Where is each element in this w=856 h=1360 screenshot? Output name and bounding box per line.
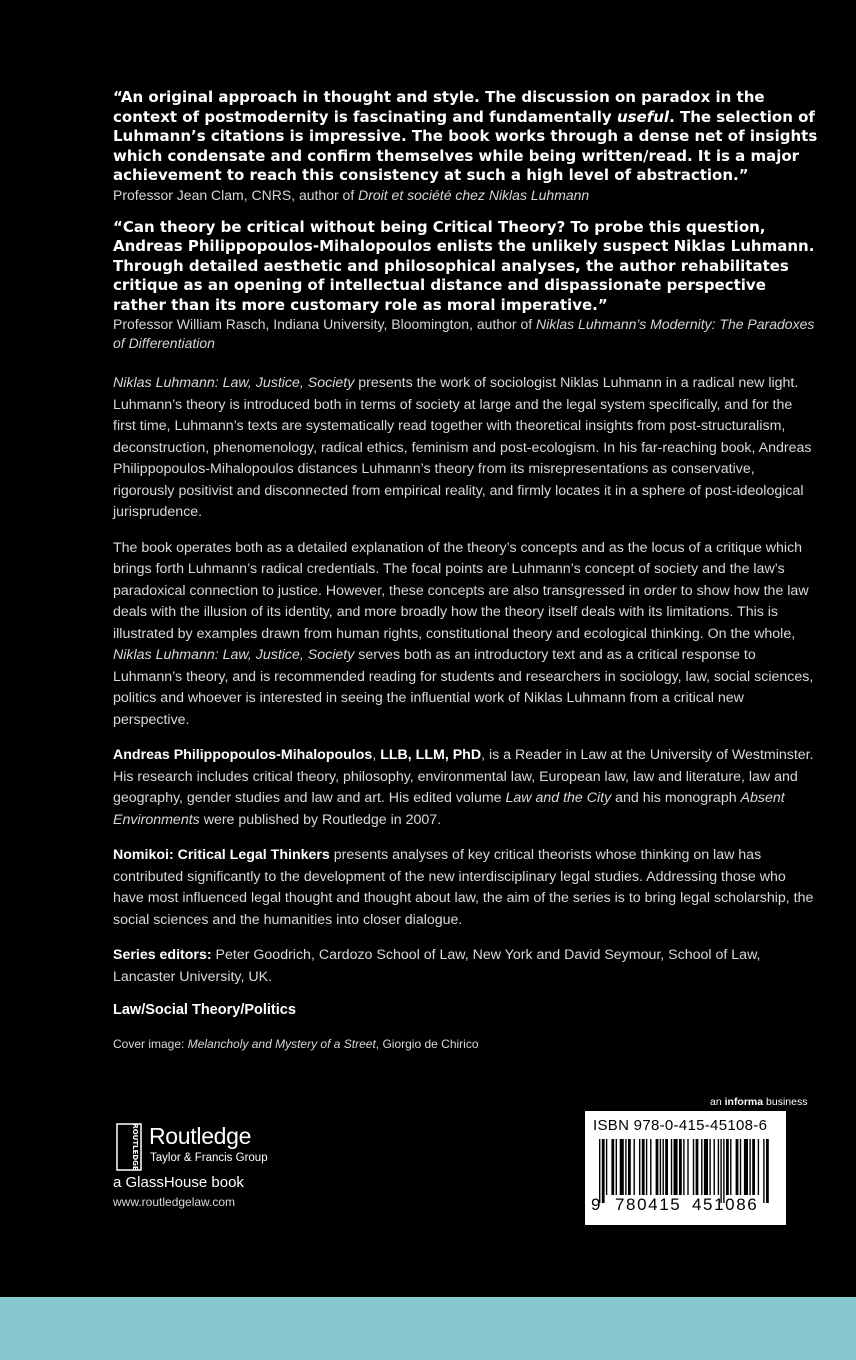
barcode-bar	[663, 1139, 664, 1195]
isbn-digits-right: 451086	[692, 1195, 759, 1214]
barcode-bar	[736, 1139, 739, 1195]
barcode-bar	[628, 1139, 631, 1195]
barcode-bar	[763, 1139, 764, 1203]
attribution-2-title: Niklas Luhmann’s Modernity: The Paradoxes of Differentiation	[113, 316, 815, 351]
barcode-bar	[720, 1139, 721, 1203]
back-cover-text	[113, 88, 818, 1051]
barcode-bar	[744, 1139, 748, 1195]
attribution-2-text: Professor William Rasch, Indiana University, Bloomington, author of	[113, 316, 537, 332]
series-editors-text: Peter Goodrich, Cardozo School of Law, New York and David Seymour, School of Law, Lancaster University, UK.	[113, 947, 761, 985]
cover-credit-artist: , Giorgio de Chirico	[375, 1037, 479, 1051]
author-bio-part-b: and his monograph	[611, 790, 741, 806]
barcode-bar	[758, 1139, 759, 1195]
isbn-digit-first: 9	[591, 1195, 603, 1214]
quote-1-part-b: . The selection of Luhmann’s citations is impressive. The book works through a dense net of insights which condensate and confirm themselves while being written/read. It is a major achievement to reach this consistency at such a high level of abstraction.”	[113, 107, 818, 184]
series-editors-label: Series editors:	[113, 947, 212, 963]
author-separator: ,	[372, 747, 381, 763]
blurb-2-part-b: serves both as an introductory text and as a critical response to Luhmann’s theory, and is recommended reading for students and researchers in sociology, law, social sciences, politics and whoever is interested in seeing the influential work of Niklas Luhmann from a critical new perspective.	[113, 647, 814, 728]
review-attribution-1	[113, 186, 818, 205]
blurb-paragraph-1	[113, 373, 818, 524]
barcode-bar	[701, 1139, 702, 1195]
series-name: Nomikoi: Critical Legal Thinkers	[113, 847, 330, 863]
barcode-bar	[693, 1139, 694, 1195]
barcode-bar	[766, 1139, 769, 1203]
barcode-bar	[620, 1139, 624, 1195]
blurb-paragraph-2	[113, 538, 818, 732]
imprint-label: a GlassHouse book	[113, 1174, 244, 1191]
barcode-bar	[639, 1139, 640, 1195]
barcode-bar	[704, 1139, 708, 1195]
publisher-group: Taylor & Francis Group	[150, 1152, 268, 1164]
author-name: Andreas Philippopoulos-Mihalopoulos	[113, 747, 373, 763]
cover-credit-label: Cover image:	[113, 1037, 188, 1051]
barcode-bar	[625, 1139, 626, 1195]
barcode-bar	[687, 1139, 688, 1195]
author-bio-part-c: were published by Routledge in 2007.	[199, 811, 442, 828]
informa-part-c: business	[763, 1096, 808, 1108]
blurb-1-book-title: Niklas Luhmann: Law, Justice, Society	[113, 375, 355, 391]
barcode-bar	[599, 1139, 600, 1203]
barcode-bar	[740, 1139, 741, 1195]
blurb-2-part-a: The book operates both as a detailed explanation of the theory’s concepts and as the locus of a critique which brings forth Luhmann’s radical credentials. The focal points are Luhmann’s concept of society and the law’s paradoxical connection to justice. However, these concepts are also transgressed in order to show how the law deals with the illusion of its identity, and more broadly how the theory itself deals with its limitations. This is illustrated by examples drawn from human rights, constitutional theory and ecological thinking. On the whole,	[113, 539, 809, 642]
isbn-label: ISBN 978-0-415-45108-6	[593, 1117, 768, 1134]
barcode-bar	[634, 1139, 635, 1195]
series-text: presents analyses of key critical theorists whose thinking on law has contributed significantly to the development of the new interdisciplinary legal studies. Addressing those who have most influenced legal thought and thought about law, the aim of the series is to bring legal scholarship, the social sciences and the humanities into closer dialogue.	[113, 847, 814, 928]
barcode-bar	[718, 1139, 719, 1195]
barcode-bar	[683, 1139, 684, 1195]
author-bio	[113, 745, 818, 831]
review-quote-2: “Can theory be critical without being Critical Theory? To probe this question, Andreas Philippopoulos-Mihalopoulos enlists the unlikely suspect Niklas Luhmann. Through detailed aesthetic and philosophical analyses, the author rehabilitates critique as an opening of intellectual distance and dispassionate perspective rather than its more customary role as moral imperative.”	[113, 217, 815, 314]
barcode-bar	[656, 1139, 659, 1195]
barcode-bar	[606, 1139, 607, 1195]
barcode-bar	[665, 1139, 668, 1195]
review-attribution-2	[113, 315, 818, 353]
barcode-bar	[730, 1139, 731, 1195]
barcode-bar	[752, 1139, 755, 1195]
publisher-brand: Routledge	[149, 1123, 252, 1149]
isbn-digits-left: 780415	[615, 1195, 682, 1214]
routledge-logo	[113, 1122, 268, 1177]
publisher-url: www.routledgelaw.com	[113, 1195, 236, 1209]
barcode-bar	[726, 1139, 729, 1195]
review-quote-1	[113, 88, 818, 186]
barcode-bar	[616, 1139, 617, 1195]
routledge-logo-icon	[113, 1122, 145, 1172]
barcode-bar	[696, 1139, 699, 1195]
barcode-bar	[714, 1139, 715, 1195]
quote-1-emphasis: useful	[616, 107, 670, 126]
barcode-bar	[642, 1139, 645, 1195]
barcode-bar	[611, 1139, 614, 1195]
cover-credit	[113, 1037, 818, 1051]
author-bio-part-a: , is a Reader in Law at the University of Westminster. His research includes critical theory, philosophy, environmental law, European law, law and literature, law and geography, gender studies and law and art. His edited volume	[113, 747, 814, 806]
routledge-vertical-mark: ROUTLEDGE	[131, 1123, 139, 1171]
author-book-title-1: Law and the City	[505, 790, 612, 806]
informa-part-a: an	[710, 1096, 725, 1108]
informa-label	[710, 1096, 807, 1108]
blurb-1-text: presents the work of sociologist Niklas Luhmann in a radical new light. Luhmann’s theory is introduced both in terms of society at large and the legal system specifically, and for the first time, Luhmann’s texts are systematically read together with theoretical insights from post-structuralism, deconstruction, phenomenology, radical ethics, feminism and post-ecologism. In his far-reaching book, Andreas Philippopoulos-Mihalopoulos distances Luhmann’s theory from its misrepresentations as conservative, rigorously positivist and disconnected from empirical reality, and firmly locates it in a sphere of post-ideological jurisprudence.	[113, 375, 812, 520]
barcode-bar	[674, 1139, 678, 1195]
barcode-bar	[723, 1139, 724, 1203]
barcode-bar	[671, 1139, 672, 1195]
subject-category: Law/Social Theory/Politics	[113, 1002, 296, 1018]
barcode-bar	[650, 1139, 651, 1195]
barcode-bar	[679, 1139, 682, 1195]
series-description	[113, 845, 818, 931]
quote-1-part-a: “An original approach in thought and style. The discussion on paradox in the context of postmodernity is fascinating and fundamentally	[113, 88, 765, 126]
author-book-title-2: Absent Environments	[113, 790, 785, 828]
isbn-barcode-box	[585, 1111, 786, 1225]
attribution-1-text: Professor Jean Clam, CNRS, author of	[113, 186, 359, 203]
bottom-color-band	[0, 1297, 856, 1360]
barcode-bar	[602, 1139, 605, 1203]
attribution-1-title: Droit et société chez Niklas Luhmann	[358, 186, 590, 203]
barcode-graphic	[599, 1139, 773, 1203]
series-editors	[113, 945, 818, 988]
barcode-bar	[660, 1139, 661, 1195]
blurb-2-book-title: Niklas Luhmann: Law, Justice, Society	[113, 647, 355, 663]
barcode-bar	[646, 1139, 647, 1195]
author-degrees: LLB, LLM, PhD	[380, 747, 482, 763]
barcode-bar	[749, 1139, 750, 1195]
informa-brand: informa	[724, 1096, 764, 1108]
cover-credit-title: Melancholy and Mystery of a Street	[187, 1037, 376, 1051]
barcode-bar	[709, 1139, 710, 1195]
